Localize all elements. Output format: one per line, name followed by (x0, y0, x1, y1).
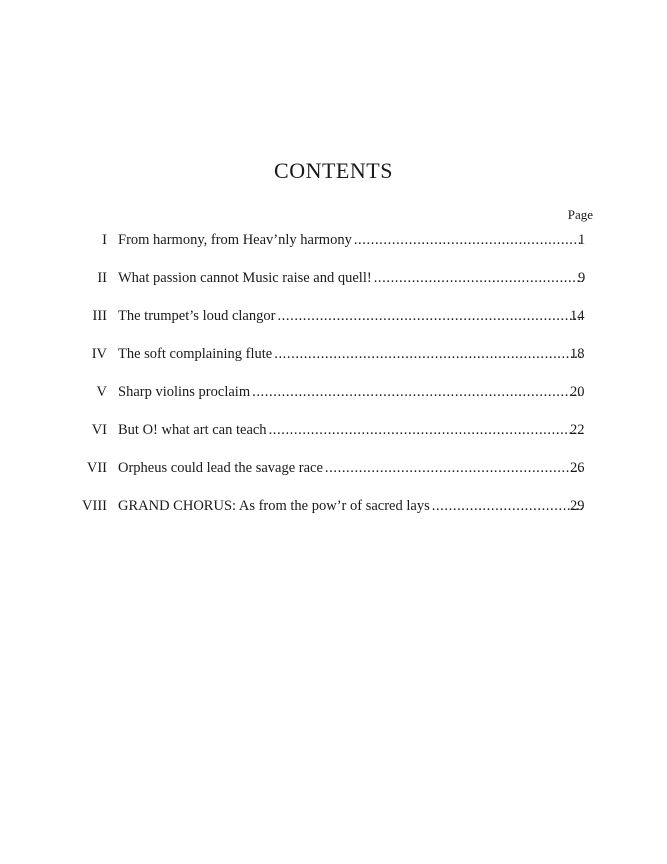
toc-entry-line (118, 381, 585, 403)
dot-leader (252, 381, 583, 403)
dot-leader (354, 229, 583, 251)
toc-entry-line (118, 457, 585, 479)
toc-page-number: 14 (570, 308, 585, 324)
toc-page-number: 9 (578, 270, 586, 286)
toc-entry[interactable] (0, 305, 667, 327)
toc-title: The soft complaining flute (118, 346, 273, 362)
toc-page-number: 26 (570, 460, 585, 476)
toc-title: But O! what art can teach (118, 422, 267, 438)
toc-numeral: IV (91, 346, 107, 362)
toc-entry-line (118, 229, 585, 251)
toc-numeral: VIII (82, 498, 107, 514)
page-column-header: Page (567, 207, 593, 222)
toc-entry-line (118, 495, 585, 517)
toc-title: From harmony, from Heav’nly harmony (118, 232, 352, 248)
toc-entry[interactable] (0, 267, 667, 289)
toc-entry-line (118, 267, 585, 289)
toc-entry[interactable] (0, 229, 667, 251)
toc-numeral: III (92, 308, 107, 324)
dot-leader (432, 495, 583, 517)
toc-entry[interactable] (0, 343, 667, 365)
toc-page-number: 18 (570, 346, 585, 362)
toc-entry[interactable] (0, 495, 667, 517)
toc-entry[interactable] (0, 419, 667, 441)
toc-entry-line (118, 305, 585, 327)
toc-numeral: II (97, 270, 107, 286)
toc-title: The trumpet’s loud clangor (118, 308, 276, 324)
toc-entry-line (118, 419, 585, 441)
toc-title: GRAND CHORUS: As from the pow’r of sacred lays (118, 498, 430, 514)
toc-title: Orpheus could lead the savage race (118, 460, 323, 476)
toc-title: Sharp violins proclaim (118, 384, 251, 400)
toc-numeral: I (102, 232, 107, 248)
toc-entry-line (118, 343, 585, 365)
page-title: CONTENTS (274, 158, 393, 183)
dot-leader (325, 457, 583, 479)
dot-leader (274, 343, 583, 365)
toc-entry[interactable] (0, 381, 667, 403)
toc-numeral: VI (91, 422, 107, 438)
toc-numeral: V (96, 384, 107, 400)
toc-entry[interactable] (0, 457, 667, 479)
toc-page-number: 20 (570, 384, 585, 400)
dot-leader (277, 305, 583, 327)
dot-leader (374, 267, 583, 289)
toc-page-number: 29 (570, 498, 585, 514)
dot-leader (269, 419, 583, 441)
toc-page-number: 22 (570, 422, 585, 438)
toc-numeral: VII (86, 460, 107, 476)
toc-title: What passion cannot Music raise and quell! (118, 270, 372, 286)
toc-page-number: 1 (578, 232, 586, 248)
